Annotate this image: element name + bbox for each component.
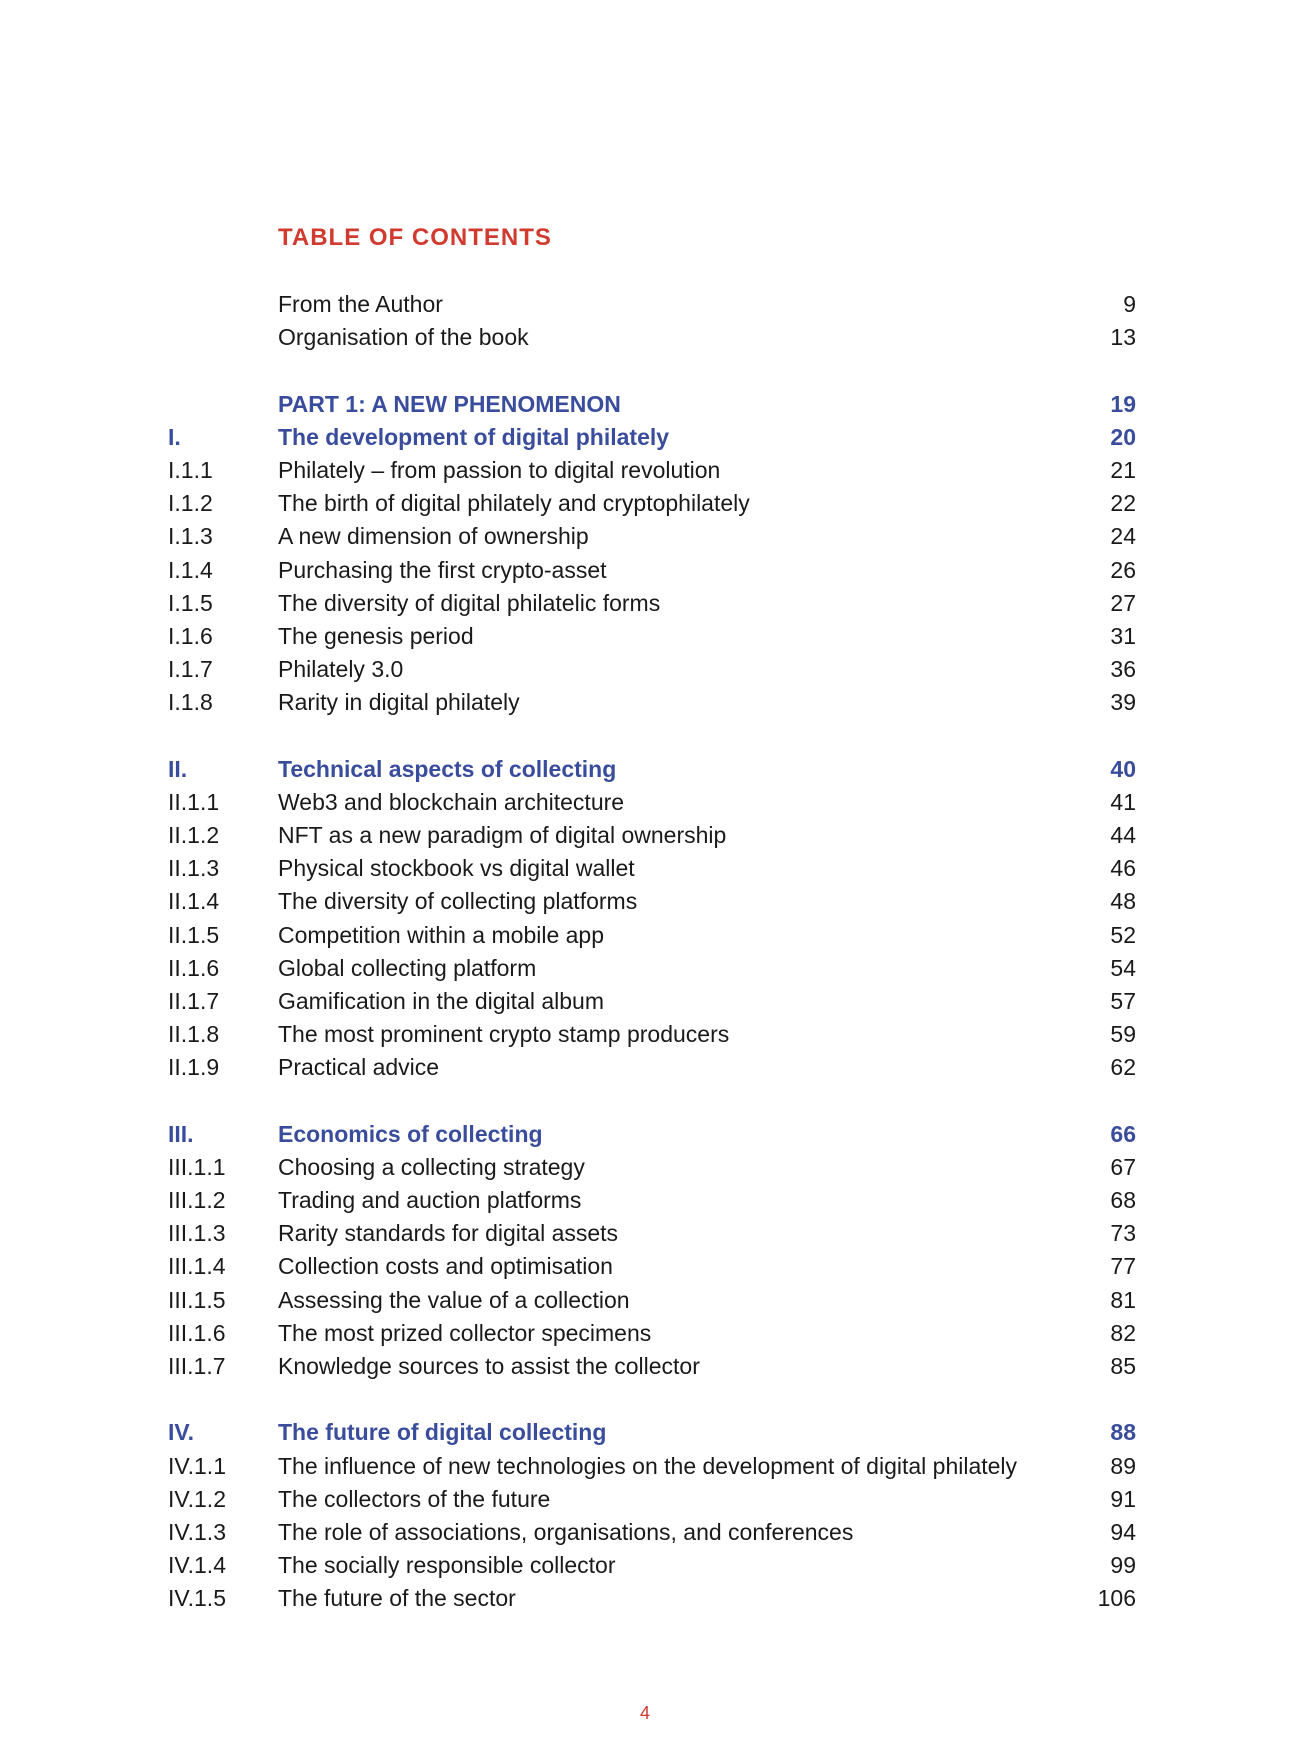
section-number: IV.1.4 <box>168 1552 226 1579</box>
section-title: Philately 3.0 <box>278 656 404 683</box>
section-number: IV.1.5 <box>168 1585 226 1612</box>
entry-title: From the Author <box>278 291 443 317</box>
section-number: I.1.1 <box>168 456 213 483</box>
section-page: 94 <box>1110 1518 1136 1545</box>
toc-section-entry <box>168 952 1136 985</box>
toc-part-heading <box>168 388 1136 421</box>
chapters-list <box>168 421 1136 1616</box>
toc-section-entry <box>168 1284 1136 1317</box>
section-page: 91 <box>1110 1485 1136 1512</box>
part-title: PART 1: A NEW PHENOMENON <box>278 390 621 417</box>
entry-page: 9 <box>1123 291 1136 317</box>
toc-chapter-heading <box>168 1416 1136 1449</box>
toc-section-entry <box>168 819 1136 852</box>
toc-section-entry <box>168 1051 1136 1084</box>
chapter-title: Economics of collecting <box>278 1120 543 1147</box>
section-page: 39 <box>1110 689 1136 716</box>
toc-section-entry <box>168 686 1136 719</box>
section-number: III.1.3 <box>168 1220 226 1247</box>
section-page: 77 <box>1110 1253 1136 1280</box>
chapter-number: II. <box>168 755 188 782</box>
section-page: 36 <box>1110 656 1136 683</box>
toc-section-entry <box>168 1151 1136 1184</box>
chapter-page: 40 <box>1110 755 1136 782</box>
toc-section-entry <box>168 520 1136 553</box>
section-title: The diversity of collecting platforms <box>278 888 638 915</box>
section-page: 52 <box>1110 921 1136 948</box>
toc-section-entry <box>168 786 1136 819</box>
toc-section-entry <box>168 885 1136 918</box>
section-page: 106 <box>1097 1585 1136 1612</box>
section-title: Purchasing the first crypto-asset <box>278 556 607 583</box>
toc-section-entry <box>168 985 1136 1018</box>
section-number: I.1.7 <box>168 656 213 683</box>
section-title: Web3 and blockchain architecture <box>278 788 625 815</box>
section-number: II.1.2 <box>168 822 220 848</box>
toc-entry <box>168 288 1136 321</box>
section-number: IV.1.1 <box>168 1452 226 1479</box>
section-number: III.1.5 <box>168 1286 226 1313</box>
section-page: 67 <box>1110 1153 1136 1180</box>
section-number: II.1.3 <box>168 855 220 882</box>
toc-section-entry <box>168 1250 1136 1283</box>
section-page: 21 <box>1110 456 1136 483</box>
section-page: 48 <box>1110 888 1136 915</box>
section-number: III.1.6 <box>168 1319 226 1346</box>
toc-section-entry <box>168 1483 1136 1516</box>
toc-section-entry <box>168 454 1136 487</box>
section-title: Global collecting platform <box>278 954 537 981</box>
section-title: The diversity of digital philatelic forms <box>278 589 661 616</box>
section-title: Knowledge sources to assist the collector <box>278 1353 700 1379</box>
toc-section-entry <box>168 554 1136 587</box>
chapter-title: The development of digital philately <box>278 423 670 450</box>
chapter-number: IV. <box>168 1419 195 1446</box>
section-number: I.1.2 <box>168 490 213 517</box>
chapter-title: The future of digital collecting <box>278 1419 607 1446</box>
toc-section-entry <box>168 919 1136 952</box>
section-title: Physical stockbook vs digital wallet <box>278 855 635 882</box>
spacer <box>168 719 1136 752</box>
toc-section-entry <box>168 620 1136 653</box>
toc-section-entry <box>168 587 1136 620</box>
section-title: Competition within a mobile app <box>278 921 605 948</box>
chapter-number: I. <box>168 423 181 450</box>
section-title: The collectors of the future <box>278 1485 551 1512</box>
section-page: 62 <box>1110 1054 1136 1081</box>
toc-section-entry <box>168 1018 1136 1051</box>
section-number: II.1.8 <box>168 1021 220 1048</box>
chapter-title: Technical aspects of collecting <box>278 755 617 782</box>
toc-chapter-heading <box>168 753 1136 786</box>
table-of-contents <box>168 288 1136 1616</box>
section-number: II.1.6 <box>168 954 220 981</box>
section-page: 81 <box>1110 1286 1136 1313</box>
section-page: 57 <box>1110 987 1136 1014</box>
toc-heading: TABLE OF CONTENTS <box>278 224 552 251</box>
section-title: The most prized collector specimens <box>278 1319 652 1346</box>
toc-section-entry <box>168 1582 1136 1615</box>
section-number: III.1.7 <box>168 1353 226 1379</box>
section-title: Philately – from passion to digital revolution <box>278 456 721 483</box>
chapter-page: 20 <box>1110 423 1136 450</box>
section-page: 59 <box>1110 1021 1136 1048</box>
section-number: II.1.4 <box>168 888 220 915</box>
toc-section-entry <box>168 487 1136 520</box>
toc-section-entry <box>168 1184 1136 1217</box>
section-number: III.1.2 <box>168 1187 226 1214</box>
section-title: The future of the sector <box>278 1585 516 1612</box>
toc-chapter-heading <box>168 421 1136 454</box>
section-title: NFT as a new paradigm of digital ownership <box>278 822 727 848</box>
section-number: I.1.5 <box>168 589 213 616</box>
section-number: III.1.1 <box>168 1153 226 1180</box>
section-page: 27 <box>1110 589 1136 616</box>
section-title: Assessing the value of a collection <box>278 1286 630 1313</box>
section-page: 24 <box>1110 523 1136 550</box>
spacer <box>168 1383 1136 1416</box>
chapter-page: 66 <box>1110 1120 1136 1147</box>
toc-section-entry <box>168 653 1136 686</box>
section-title: The role of associations, organisations, and conferences <box>278 1518 854 1545</box>
toc-section-entry <box>168 1516 1136 1549</box>
toc-section-entry <box>168 1549 1136 1582</box>
section-number: II.1.5 <box>168 921 220 948</box>
section-number: I.1.3 <box>168 523 213 550</box>
section-page: 68 <box>1110 1187 1136 1214</box>
section-number: II.1.7 <box>168 987 220 1014</box>
section-title: Choosing a collecting strategy <box>278 1153 585 1180</box>
chapter-page: 88 <box>1110 1419 1136 1446</box>
section-title: Gamification in the digital album <box>278 987 604 1014</box>
section-page: 46 <box>1110 855 1136 882</box>
section-number: IV.1.3 <box>168 1518 226 1545</box>
toc-entry <box>168 321 1136 354</box>
toc-chapter-heading <box>168 1118 1136 1151</box>
section-number: I.1.4 <box>168 556 213 583</box>
section-page: 41 <box>1110 788 1136 815</box>
toc-section-entry <box>168 852 1136 885</box>
section-number: II.1.1 <box>168 788 220 815</box>
toc-section-entry <box>168 1350 1136 1383</box>
section-number: I.1.6 <box>168 622 213 649</box>
section-title: Collection costs and optimisation <box>278 1253 613 1280</box>
section-number: II.1.9 <box>168 1054 220 1081</box>
section-page: 73 <box>1110 1220 1136 1247</box>
section-number: IV.1.2 <box>168 1485 226 1512</box>
section-title: The birth of digital philately and cryptophilately <box>278 490 750 517</box>
section-number: III.1.4 <box>168 1253 226 1280</box>
section-page: 22 <box>1110 490 1136 517</box>
section-title: A new dimension of ownership <box>278 523 589 550</box>
section-page: 31 <box>1110 622 1136 649</box>
chapter-number: III. <box>168 1120 194 1147</box>
spacer <box>168 1085 1136 1118</box>
section-page: 89 <box>1110 1452 1136 1479</box>
page-number: 4 <box>639 1703 650 1723</box>
toc-section-entry <box>168 1450 1136 1483</box>
section-title: The socially responsible collector <box>278 1552 616 1579</box>
section-title: Trading and auction platforms <box>278 1187 582 1214</box>
section-title: The genesis period <box>278 622 474 649</box>
section-page: 54 <box>1110 954 1136 981</box>
section-title: The influence of new technologies on the development of digital philately <box>278 1452 1018 1479</box>
section-page: 82 <box>1110 1319 1136 1346</box>
section-title: Practical advice <box>278 1054 440 1081</box>
section-page: 85 <box>1110 1353 1136 1379</box>
toc-section-entry <box>168 1317 1136 1350</box>
section-page: 44 <box>1110 822 1136 848</box>
section-page: 26 <box>1110 556 1136 583</box>
section-title: The most prominent crypto stamp producers <box>278 1021 730 1048</box>
section-title: Rarity standards for digital assets <box>278 1220 619 1247</box>
section-number: I.1.8 <box>168 689 213 716</box>
toc-section-entry <box>168 1217 1136 1250</box>
section-title: Rarity in digital philately <box>278 689 520 716</box>
entry-page: 13 <box>1110 324 1136 351</box>
entry-title: Organisation of the book <box>278 324 529 351</box>
part-page: 19 <box>1110 390 1136 417</box>
spacer <box>168 354 1136 387</box>
section-page: 99 <box>1110 1552 1136 1579</box>
